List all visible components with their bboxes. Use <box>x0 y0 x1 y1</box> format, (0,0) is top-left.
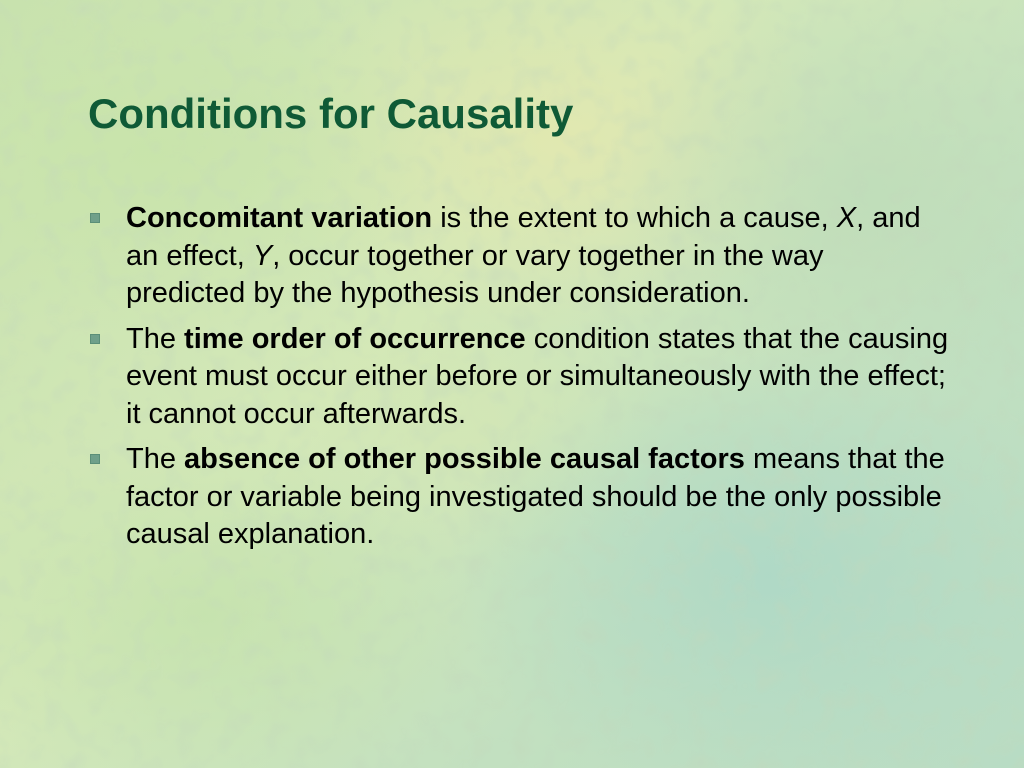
bullet-lead: The <box>126 443 185 475</box>
bullet-text: means that the factor or variable being investigated should be the only possible causal explanation. <box>126 443 945 550</box>
bullet-absence-of-other-factors <box>90 441 950 554</box>
variable-y: Y <box>252 239 273 272</box>
bullet-list <box>90 200 950 562</box>
variable-x: X <box>836 202 857 234</box>
bullet-term: absence of other possible causal factors <box>184 443 745 475</box>
square-bullet-icon <box>90 213 100 223</box>
bullet-text: , occur together or vary together in the way predicted by the hypothesis under consideration. <box>126 239 824 309</box>
bullet-concomitant-variation <box>90 200 950 313</box>
bullet-lead: The <box>126 322 185 355</box>
bullet-text: is the extent to which a cause, <box>432 202 837 234</box>
square-bullet-icon <box>90 334 100 344</box>
bullet-text: condition states that the causing event must occur either before or simultaneously with the effect; it cannot occur afterwards. <box>126 322 949 430</box>
bullet-time-order <box>90 321 950 434</box>
square-bullet-icon <box>90 454 100 464</box>
bullet-term: time order of occurrence <box>184 322 526 355</box>
bullet-text: , and an effect, <box>126 202 921 272</box>
slide-title: Conditions for Causality <box>88 90 574 137</box>
bullet-term: Concomitant variation <box>126 202 433 234</box>
